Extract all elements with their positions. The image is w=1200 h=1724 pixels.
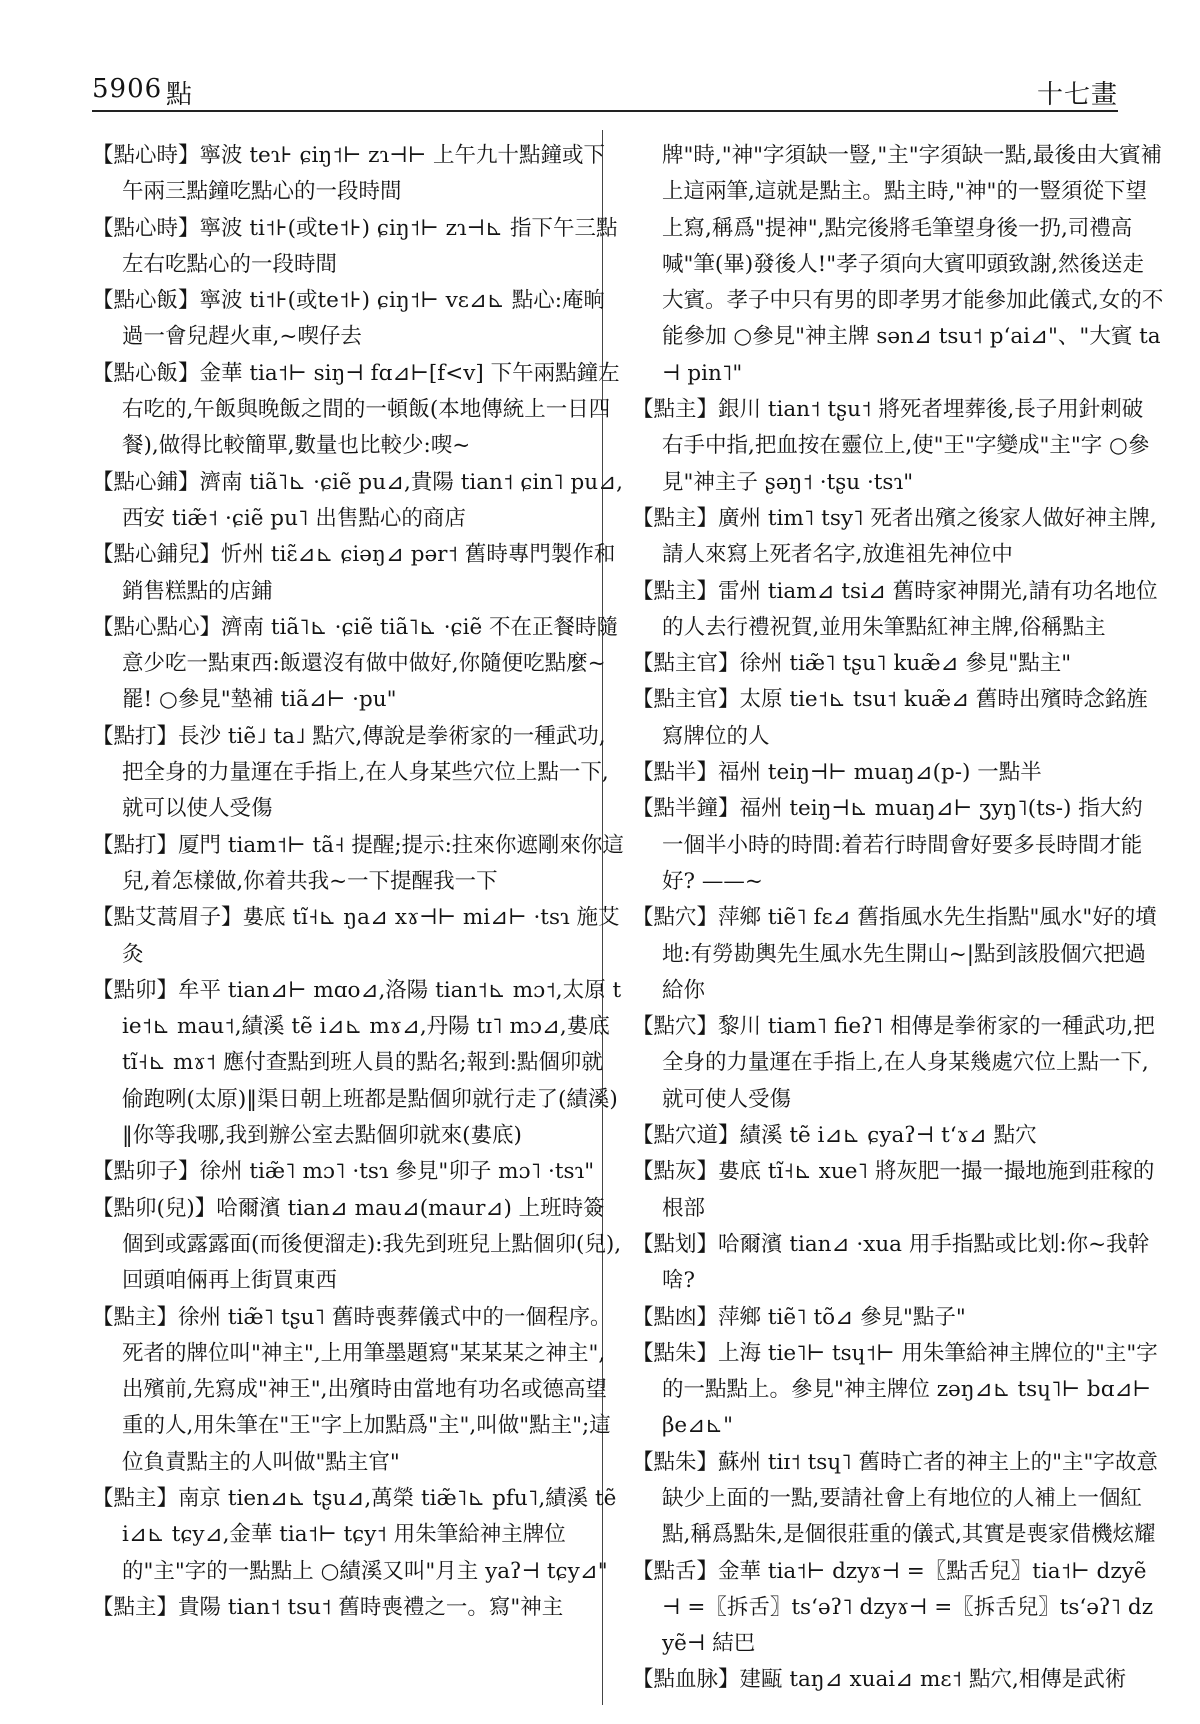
- page-header: [92, 70, 1118, 110]
- dictionary-entry: 【點朱】上海 tie˥⊢ tsɥ˦⊢ 用朱筆給神主牌位的"主"字的一點點上。參見"神主牌位 zəŋ⊿⊾ tsɥ˥⊢ bɑ⊿⊢ βe⊿⊾": [632, 1340, 1158, 1439]
- dictionary-entry: 【點打】厦門 tiam˦⊢ tã˧ 提醒;提示:拄來你遮剛來你這兒,着怎樣做,你着共我~一下提醒我一下: [92, 832, 624, 894]
- dictionary-entry: 【點主官】太原 tie˦⊾ tsu˦ kuæ̃⊿ 舊時出殯時念銘旌寫牌位的人: [632, 687, 1148, 749]
- page-number: 5906: [92, 74, 163, 104]
- head-character: 點: [166, 80, 194, 110]
- dictionary-entry: 【點半】福州 teiŋ⊣⊢ muaŋ⊿(p-) 一點半: [632, 760, 1042, 786]
- dictionary-entry: 【點心鋪】濟南 tiã˥⊾ ·ɕiẽ pu⊿,貴陽 tian˦ ɕin˥ pu⊿,西安 tiæ̃˦ ·ɕiẽ pu˥ 出售點心的商店: [92, 469, 624, 531]
- dictionary-entry: 【點朱】蘇州 tiɪ˦ tsɥ˥ 舊時亡者的神主上的"主"字故意缺少上面的一點,要請社會上有地位的人補上一個紅點,稱爲點朱,是個很莊重的儀式,其實是喪家借機炫耀: [632, 1449, 1158, 1548]
- dictionary-entry: 【點卯(兒)】哈爾濱 tian⊿ mau⊿(maur⊿) 上班時簽個到或露露面(而後便溜走):我先到班兒上點個卯(兒),回頭咱倆再上街買東西: [92, 1195, 622, 1294]
- dictionary-entry: 【點艾蒿眉子】婁底 tĩ˧⊾ ŋa⊿ xɤ⊣⊢ mi⊿⊢ ·tsɿ 施艾灸: [92, 905, 620, 967]
- dictionary-entry: 【點穴】黎川 tiam˥ fieʔ˥ 相傳是拳術家的一種武功,把全身的力量運在手指上,在人身某幾處穴位上點一下,就可使人受傷: [632, 1014, 1155, 1112]
- stroke-section: 十七畫: [1036, 80, 1118, 110]
- dictionary-entry: 【點心飯】金華 tia˦⊢ siŋ⊣ fɑ⊿⊢[f<v] 下午兩點鐘左右吃的,午飯與晚飯之間的一頓飯(本地傳統上一日四餐),做得比較簡單,數量也比較少:喫~: [92, 360, 620, 459]
- dictionary-entry: 牌"時,"神"字須缺一豎,"主"字須缺一點,最後由大賓補上這兩筆,這就是點主。點主時,"神"的一豎須從下望上寫,稱爲"提神",點完後將毛筆望身後一扔,司禮高喊"筆(畢)發後人!"孝子須向大賓叩頭致謝,然後送走大賓。孝子中只有男的即孝男才能參加此儀式,女的不能參加 ○參見"神主牌 sən⊿ tsu˦ pʻai⊿"、"大賓 ta⊣ pin˥": [662, 143, 1164, 386]
- dictionary-entry: 【點主官】徐州 tiæ̃˥ tʂu˥ kuæ̃⊿ 參見"點主": [632, 651, 1072, 677]
- dictionary-entry: 【點穴道】績溪 tẽ i⊿⊾ ɕyaʔ⊣ tʻɤ⊿ 點穴: [632, 1123, 1037, 1149]
- dictionary-entry: 【點卯子】徐州 tiæ̃˥ mɔ˥ ·tsɿ 參見"卯子 mɔ˥ ·tsɿ": [92, 1159, 595, 1185]
- dictionary-entry: 【點心時】寧波 ti˦⊦(或te˦⊦) ɕiŋ˦⊢ zɿ⊣⊾ 指下午三點左右吃點心的一段時間: [92, 215, 618, 277]
- dictionary-entry: 【點凼】萍鄉 tiẽ˥ tõ⊿ 參見"點子": [632, 1304, 966, 1330]
- dictionary-entry: 【點主】徐州 tiæ̃˥ tʂu˥ 舊時喪葬儀式中的一個程序。死者的牌位叫"神主",上用筆墨題寫"某某某之神主",出殯前,先寫成"神王",出殯時由當地有功名或德高望重的人,用朱筆在"王"字上加點爲"主",叫做"點主";這位負責點主的人叫做"點主官": [92, 1304, 612, 1475]
- dictionary-entry: 【點血脉】建甌 taŋ⊿ xuai⊿ mɛ˦ 點穴,相傳是武術: [632, 1667, 1127, 1693]
- dictionary-entry: 【點心點心】濟南 tiã˥⊾ ·ɕiẽ tiã˥⊾ ·ɕiẽ 不在正餐時隨意少吃一點東西:飯還沒有做中做好,你隨便吃點麼~罷! ○參見"墊補 tiã⊿⊢ ·pu": [92, 614, 619, 713]
- dictionary-entry: 【點主】南京 tien⊿⊾ tʂu⊿,萬榮 tiæ̃˥⊾ pfu˥,績溪 tẽ i⊿⊾ tɕy⊿,金華 tia˦⊢ tɕy˦ 用朱筆給神主牌位的"主"字的一點點上 ○績溪又叫"月主 yaʔ⊣ tɕy⊿": [92, 1485, 617, 1584]
- dictionary-entry: 【點心鋪兒】忻州 tiɛ̃⊿⊾ ɕiəŋ⊿ pər˦ 舊時專門製作和銷售糕點的店鋪: [92, 542, 616, 604]
- dictionary-entry: 【點主】貴陽 tian˦ tsu˦ 舊時喪禮之一。寫"神主: [92, 1594, 564, 1620]
- dictionary-entry: 【點主】廣州 tim˥ tsy˥ 死者出殯之後家人做好神主牌,請人來寫上死者名字,放進祖先神位中: [632, 505, 1157, 568]
- right-column: [632, 138, 1164, 1699]
- dictionary-entry: 【點主】銀川 tian˦ tʂu˦ 將死者埋葬後,長子用針刺破右手中指,把血按在靈位上,使"王"字變成"主"字 ○參見"神主子 ʂəŋ˦ ·tʂu ·tsɿ": [632, 397, 1150, 495]
- dictionary-entry: 【點舌】金華 tia˦⊢ dzyɤ⊣ =〖點舌兒〗tia˦⊢ dzyẽ⊣ =〖拆舌〗tsʻəʔ˥ dzyɤ⊣ =〖拆舌兒〗tsʻəʔ˥ dzyẽ⊣ 結巴: [632, 1558, 1154, 1657]
- dictionary-entry: 【點心時】寧波 teɿ⊦ ɕiŋ˦⊢ zɿ⊣⊢ 上午九十點鐘或下午兩三點鐘吃點心的一段時間: [92, 143, 606, 205]
- dictionary-entry: 【點穴】萍鄉 tiẽ˥ fɛ⊿ 舊指風水先生指點"風水"好的墳地:有勞勘輿先生風水先生開山~|點到該股個穴把過給你: [632, 905, 1157, 1003]
- dictionary-entry: 【點灰】婁底 tĩ˧⊾ xue˥ 將灰肥一撮一撮地施到莊稼的根部: [632, 1159, 1155, 1221]
- dictionary-entry: 【點主】雷州 tiam⊿ tsi⊿ 舊時家神開光,請有功名地位的人去行禮祝賀,並用朱筆點紅神主牌,俗稱點主: [632, 578, 1158, 640]
- dictionary-entry: 【點心飯】寧波 ti˦⊦(或te˦⊦) ɕiŋ˦⊢ vɛ⊿⊾ 點心:庵晌過一會兒趕火車,~喫仔去: [92, 288, 605, 350]
- dictionary-entry: 【點划】哈爾濱 tian⊿ ·xua 用手指點或比划:你~我幹啥?: [632, 1231, 1150, 1294]
- left-column: [92, 138, 624, 1626]
- dictionary-entry: 【點打】長沙 tiẽ˩ ta˩ 點穴,傳說是拳術家的一種武功,把全身的力量運在手指上,在人身某些穴位上點一下,就可以使人受傷: [92, 723, 609, 822]
- header-rule: [92, 110, 1118, 112]
- dictionary-entry: 【點半鐘】福州 teiŋ⊣⊾ muaŋ⊿⊢ ʒyŋ˥(ts-) 指大約一個半小時的時間:着若行時間會好要多長時間才能好? ——~: [632, 796, 1143, 894]
- dictionary-entry: 【點卯】牟平 tian⊿⊢ mɑo⊿,洛陽 tian˦⊾ mɔ˦,太原 tie˦⊾ mau˦,績溪 tẽ i⊿⊾ mɤ⊿,丹陽 tɪ˥ mɔ⊿,婁底 tĩ˧⊾ mɤ˦ 應付查點到班人員的點名;報到:點個卯就偷跑咧(太原)‖渠日朝上班都是點個卯就行走了(績溪)‖你等我哪,我到辦公室去點個卯就來(婁底): [92, 977, 622, 1149]
